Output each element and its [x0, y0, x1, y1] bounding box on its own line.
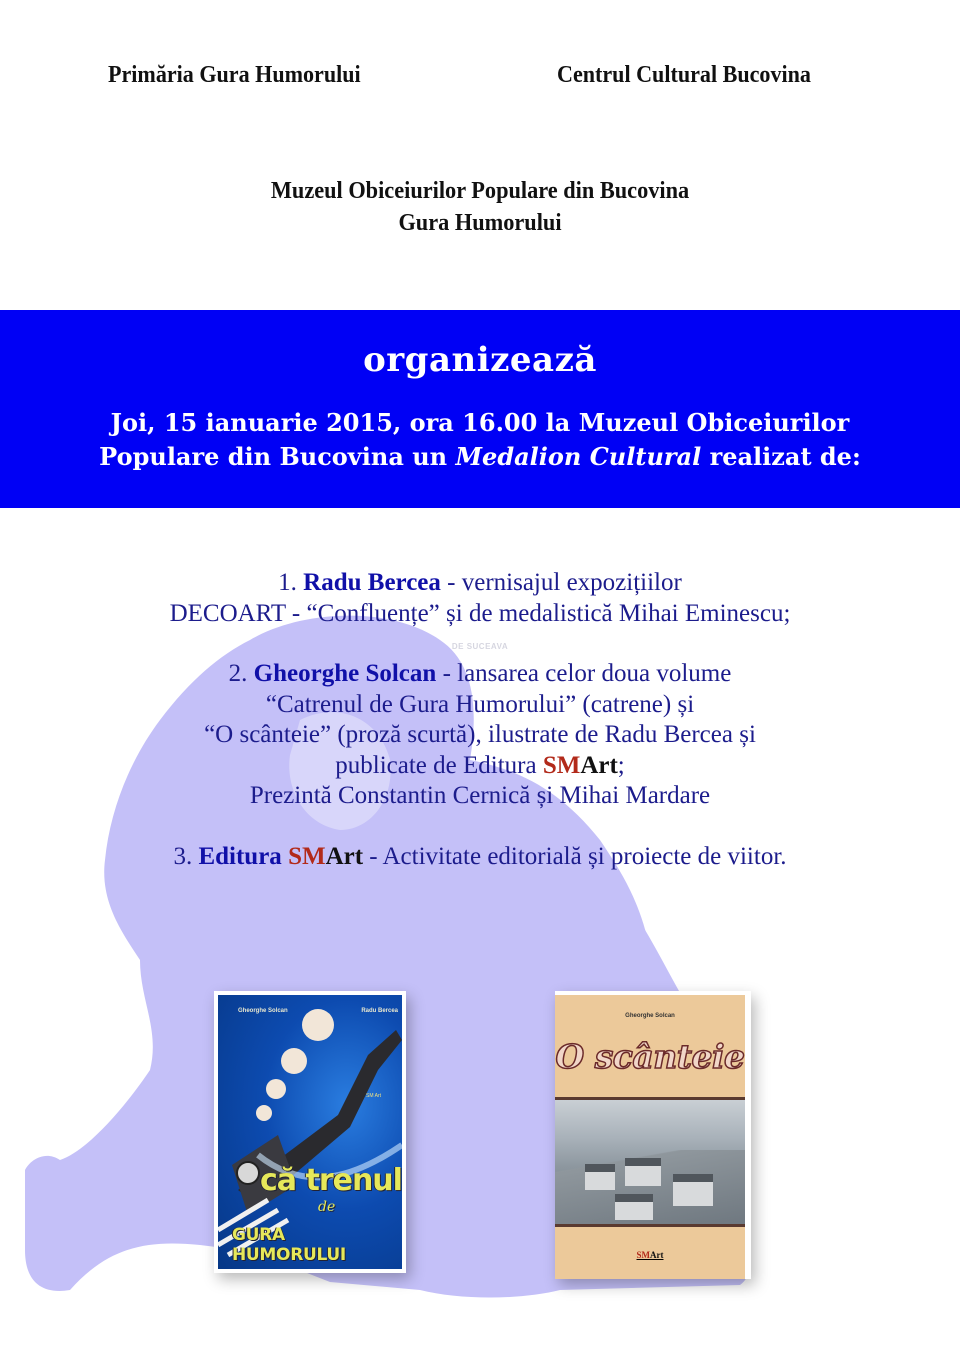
item-number: 2. — [228, 660, 248, 687]
event-text: Populare din Bucovina un — [99, 442, 456, 471]
book-author-left: Gheorghe Solcan — [238, 1008, 288, 1014]
watermark: DE SUCEAVA — [451, 642, 509, 651]
item-number: 1. — [278, 569, 297, 596]
item-text: publicate de Editura — [335, 751, 543, 779]
event-announcement-band — [0, 310, 960, 508]
museum-name: Muzeul Obiceiurilor Populare din Bucovina — [270, 178, 690, 204]
book-title-part3: GURA HUMORULUI — [232, 1225, 346, 1265]
museum-city: Gura Humorului — [398, 210, 562, 236]
item-number: 3. — [173, 842, 193, 870]
book-author: Gheorghe Solcan — [625, 1013, 675, 1019]
publisher-sm: SM — [542, 751, 581, 779]
organizer-primaria: Primăria Gura Humorului — [108, 62, 361, 88]
program-item-2 — [0, 659, 960, 812]
book-authors — [238, 1008, 398, 1014]
presenter-name: Gheorghe Solcan — [253, 660, 437, 687]
organizer-centrul-cultural: Centrul Cultural Bucovina — [557, 62, 811, 88]
band-title: organizează — [363, 340, 597, 380]
item-text: Prezintă Constantin Cernică și Mihai Mardare — [249, 782, 711, 809]
item-text: DECOART - “Confluențe” și de medalistică Mihai Eminescu; — [169, 599, 791, 627]
book-title-part2: de — [318, 1199, 336, 1215]
book-cover-image — [555, 995, 745, 1279]
item-text: - lansarea celor doua volume — [436, 660, 732, 687]
publisher-art: Art — [580, 751, 618, 779]
presenter-name: Radu Bercea — [303, 569, 441, 596]
program-item-3 — [0, 842, 960, 873]
book-cover-catrenul — [214, 991, 406, 1273]
museum-title — [0, 175, 960, 239]
item-text: - Activitate editorială și proiecte de viitor. — [363, 842, 787, 870]
publisher-sm: SM — [636, 1250, 650, 1260]
book-title-part1: că trenul — [260, 1163, 402, 1198]
event-date-line: Joi, 15 ianuarie 2015, ora 16.00 la Muzeul Obiceiurilor — [110, 408, 850, 437]
publisher-sm: SM — [288, 842, 326, 870]
publisher-art: Art — [325, 842, 364, 870]
item-text: “Catrenul de Gura Humorului” (catrene) și — [265, 690, 695, 718]
book-author-right: Radu Bercea — [361, 1008, 398, 1014]
book-title: O scânteie — [555, 1037, 745, 1076]
item-text: “O scânteie” (proză scurtă), ilustrate de Radu Bercea și — [204, 721, 756, 748]
event-name-italic: Medalion Cultural — [455, 442, 702, 471]
publisher-art: Art — [650, 1250, 664, 1260]
book-publisher-mark — [555, 1250, 745, 1260]
item-text: - vernisajul expozițiilor — [440, 569, 682, 596]
presenter-name: Editura — [198, 842, 282, 870]
program-list — [0, 568, 960, 902]
item-text: ; — [617, 751, 625, 779]
book-publisher-mark: SM Art — [366, 1093, 382, 1099]
event-text-end: realizat de: — [701, 442, 861, 471]
book-cover-image — [218, 995, 402, 1269]
landscape-painting-icon — [555, 1097, 745, 1227]
book-cover-o-scanteie — [555, 991, 751, 1279]
program-item-1 — [0, 568, 960, 629]
header-organizers — [0, 62, 960, 96]
event-description-line — [0, 442, 960, 471]
